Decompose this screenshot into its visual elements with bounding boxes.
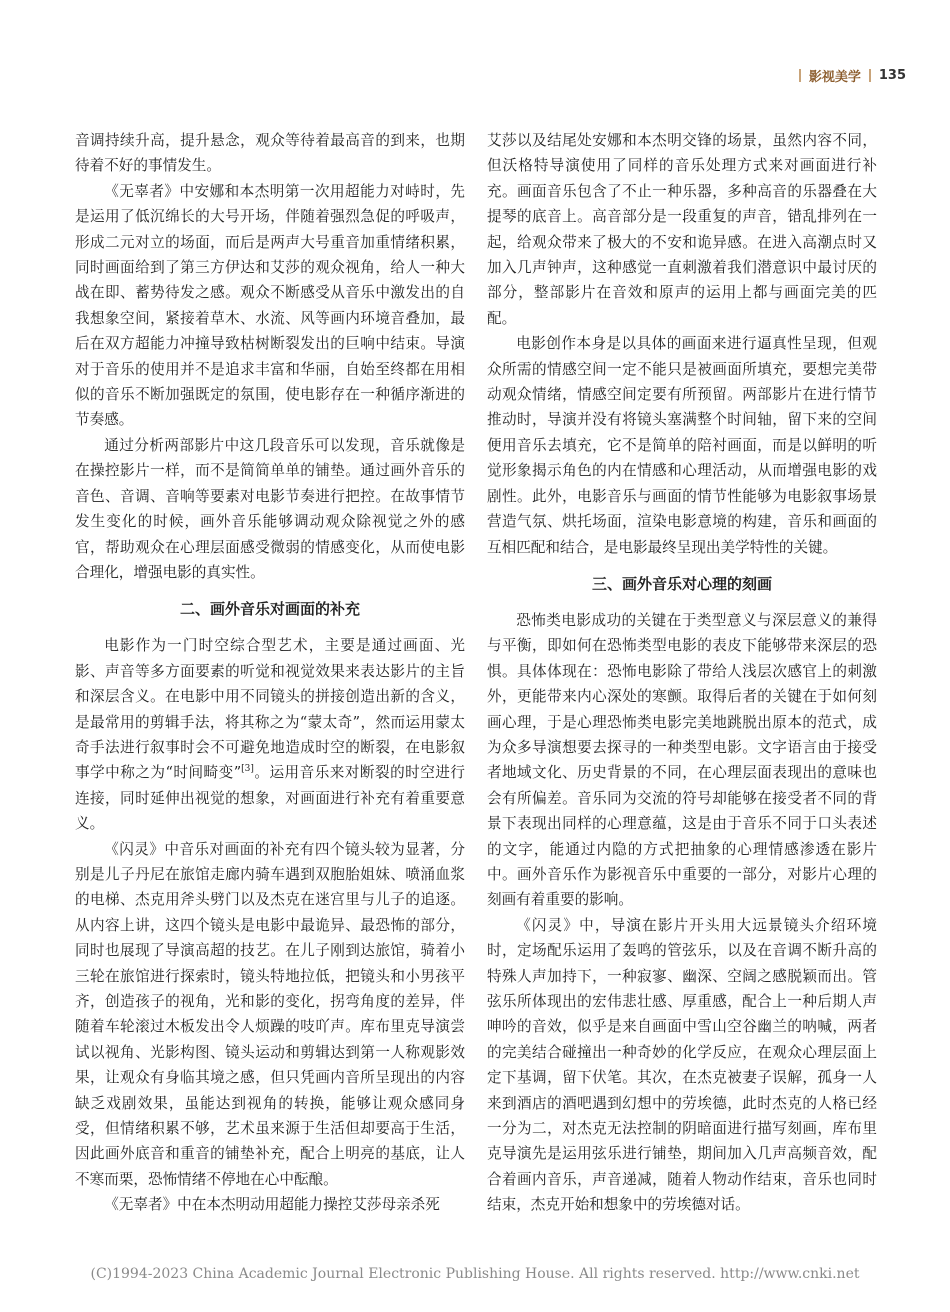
copyright-footer: (C)1994-2023 China Academic Journal Electronic Publishing House. All rights reserved. http://www.cnki.net [90, 1266, 860, 1282]
running-header [791, 66, 906, 84]
paragraph: 《无辜者》中安娜和本杰明第一次用超能力对峙时，先是运用了低沉绵长的大号开场，伴随着强烈急促的呼吸声，形成二元对立的场面，而后是两声大号重音加重情绪积累，同时画面给到了第三方伊达和艾莎的观众视角，给人一种大战在即、蓄势待发之感。观众不断感受从音乐中激发出的自我想象空间，紧接着草木、水流、风等画内环境音叠加，最后在双方超能力冲撞导致枯树断裂发出的巨响中结束。导演对于音乐的使用并不是追求丰富和华丽，自始至终都在用相似的音乐不断加强既定的氛围，使电影存在一种循序渐进的节奏感。 [75, 182, 465, 429]
section-heading: 三、画外音乐对心理的刻画 [591, 574, 772, 593]
paragraph [75, 633, 465, 836]
paragraph: 恐怖类电影成功的关键在于类型意义与深层意义的兼得与平衡，即如何在恐怖类型电影的表皮下能够带来深层的恐惧。具体体现在：恐怖电影除了带给人浅层次感官上的刺激外，更能带来内心深处的寒颤。取得后者的关键在于如何刻画心理，于是心理恐怖类电影完美地跳脱出原本的范式，成为众多导演想要去探寻的一种类型电影。文字语言由于接受者地域文化、历史背景的不同，在心理层面表现出的意味也会有所偏差。音乐同为交流的符号却能够在接受者不同的背景下表现出同样的心理意蕴，这是由于音乐不同于口头表述的文字，能通过内隐的方式把抽象的心理情感渗透在影片中。画外音乐作为影视音乐中重要的一部分，对影片心理的刻画有着重要的影响。 [487, 611, 877, 909]
paragraph: 《闪灵》中，导演在影片开头用大远景镜头介绍环境时，定场配乐运用了轰鸣的管弦乐，以及在音调不断升高的特殊人声加持下，一种寂寥、幽深、空阔之感脱颖而出。管弦乐所体现出的宏伟悲壮感、厚重感，配合上一种后期人声呻吟的音效，似乎是来自画面中雪山空谷幽兰的呐喊，两者的完美结合碰撞出一种奇妙的化学反应，在观众心理层面上定下基调，留下伏笔。其次，在杰克被妻子误解，孤身一人来到酒店的酒吧遇到幻想中的劳埃德，此时杰克的人格已经一分为二，对杰克无法控制的阴暗面进行描写刻画，库布里克导演先是运用弦乐进行铺垫，期间加入几声高频音效，配合着画内音乐，声音递减，随着人物动作结束，音乐也同时结束，杰克开始和想象中的劳埃德对话。 [487, 916, 877, 1214]
header-divider [799, 69, 801, 82]
left-column [75, 128, 465, 1218]
paragraph: 《无辜者》中在本杰明动用超能力操控艾莎母亲杀死 [104, 1196, 440, 1214]
paragraph: 通过分析两部影片中这几段音乐可以发现，音乐就像是在操控影片一样，而不是简简单单的铺垫。通过画外音乐的音色、音调、音响等要素对电影节奏进行把控。在故事情节发生变化的时候，画外音乐能够调动观众除视觉之外的感官，帮助观众在心理层面感受微弱的情感变化，从而使电影合理化，增强电影的真实性。 [75, 436, 465, 581]
paragraph: 艾莎以及结尾处安娜和本杰明交锋的场景，虽然内容不同，但沃格特导演使用了同样的音乐处理方式来对画面进行补充。画面音乐包含了不止一种乐器，多种高音的乐器叠在大提琴的底音上。高音部分是一段重复的声音，错乱排列在一起，给观众带来了极大的不安和诡异感。在进入高潮点时又加入几声钟声，这种感觉一直刺激着我们潜意识中最讨厌的部分，整部影片在音效和原声的运用上都与画面完美的匹配。 [487, 132, 877, 327]
header-divider [869, 69, 871, 82]
paragraph-text: 电影作为一门时空综合型艺术，主要是通过画面、光影、声音等多方面要素的听觉和视觉效果来表达影片的主旨和深层含义。在电影中用不同镜头的拼接创造出新的含义，是最常用的剪辑手法，将其称之为“蒙太奇”，然而运用蒙太奇手法进行叙事时会不可避免地造成时空的断裂，在电影叙事学中称之为“时间畸变” [75, 637, 465, 782]
right-column [487, 128, 877, 1218]
section-heading: 二、画外音乐对画面的补充 [179, 600, 360, 619]
paragraph: 电影创作本身是以具体的画面来进行逼真性呈现，但观众所需的情感空间一定不能只是被画面所填充，要想完美带动观众情绪，情感空间定要有所预留。两部影片在进行情节推动时，导演并没有将镜头塞满整个时间轴，留下来的空间便用音乐去填充，它不是简单的陪衬画面，而是以鲜明的听觉形象揭示角色的内在情感和心理活动，从而增强电影的戏剧性。此外，电影音乐与画面的情节性能够为电影叙事场景营造气氛、烘托场面，渲染电影意境的构建，音乐和画面的互相匹配和结合，是电影最终呈现出美学特性的关键。 [487, 335, 877, 556]
paragraph: 《闪灵》中音乐对画面的补充有四个镜头较为显著，分别是儿子丹尼在旅馆走廊内骑车遇到双胞胎姐妹、喷涌血浆的电梯、杰克用斧头劈门以及杰克在迷宫里与儿子的追逐。从内容上讲，这四个镜头是电影中最诡异、最恐怖的部分，同时也展现了导演高超的技艺。在儿子刚到达旅馆，骑着小三轮在旅馆进行探索时，镜头特地拉低，把镜头和小男孩平齐，创造孩子的视角，光和影的变化，拐弯角度的差异，伴随着车轮滚过木板发出令人烦躁的吱吖声。库布里克导演尝试以视角、光影构图、镜头运动和剪辑达到第一人称观影效果，让观众有身临其境之感，但只凭画内音所呈现出的内容缺乏戏剧效果，虽能达到视角的转换，能够让观众感同身受，但情绪积累不够，艺术虽来源于生活但却要高于生活，因此画外底音和重音的铺垫补充，配合上明亮的基底，让人不寒而栗，恐怖情绪不停地在心中酝酿。 [75, 840, 465, 1188]
citation: [3] [241, 764, 254, 775]
page-number: 135 [878, 67, 906, 83]
paragraph: 音调持续升高，提升悬念，观众等待着最高音的到来，也期待着不好的事情发生。 [75, 132, 465, 175]
section-title: 影视美学 [808, 69, 861, 85]
paragraph-text: 。运用音乐来对断裂的时空进行连接，同时延伸出视觉的想象，对画面进行补充有着重要意义。 [75, 764, 465, 833]
